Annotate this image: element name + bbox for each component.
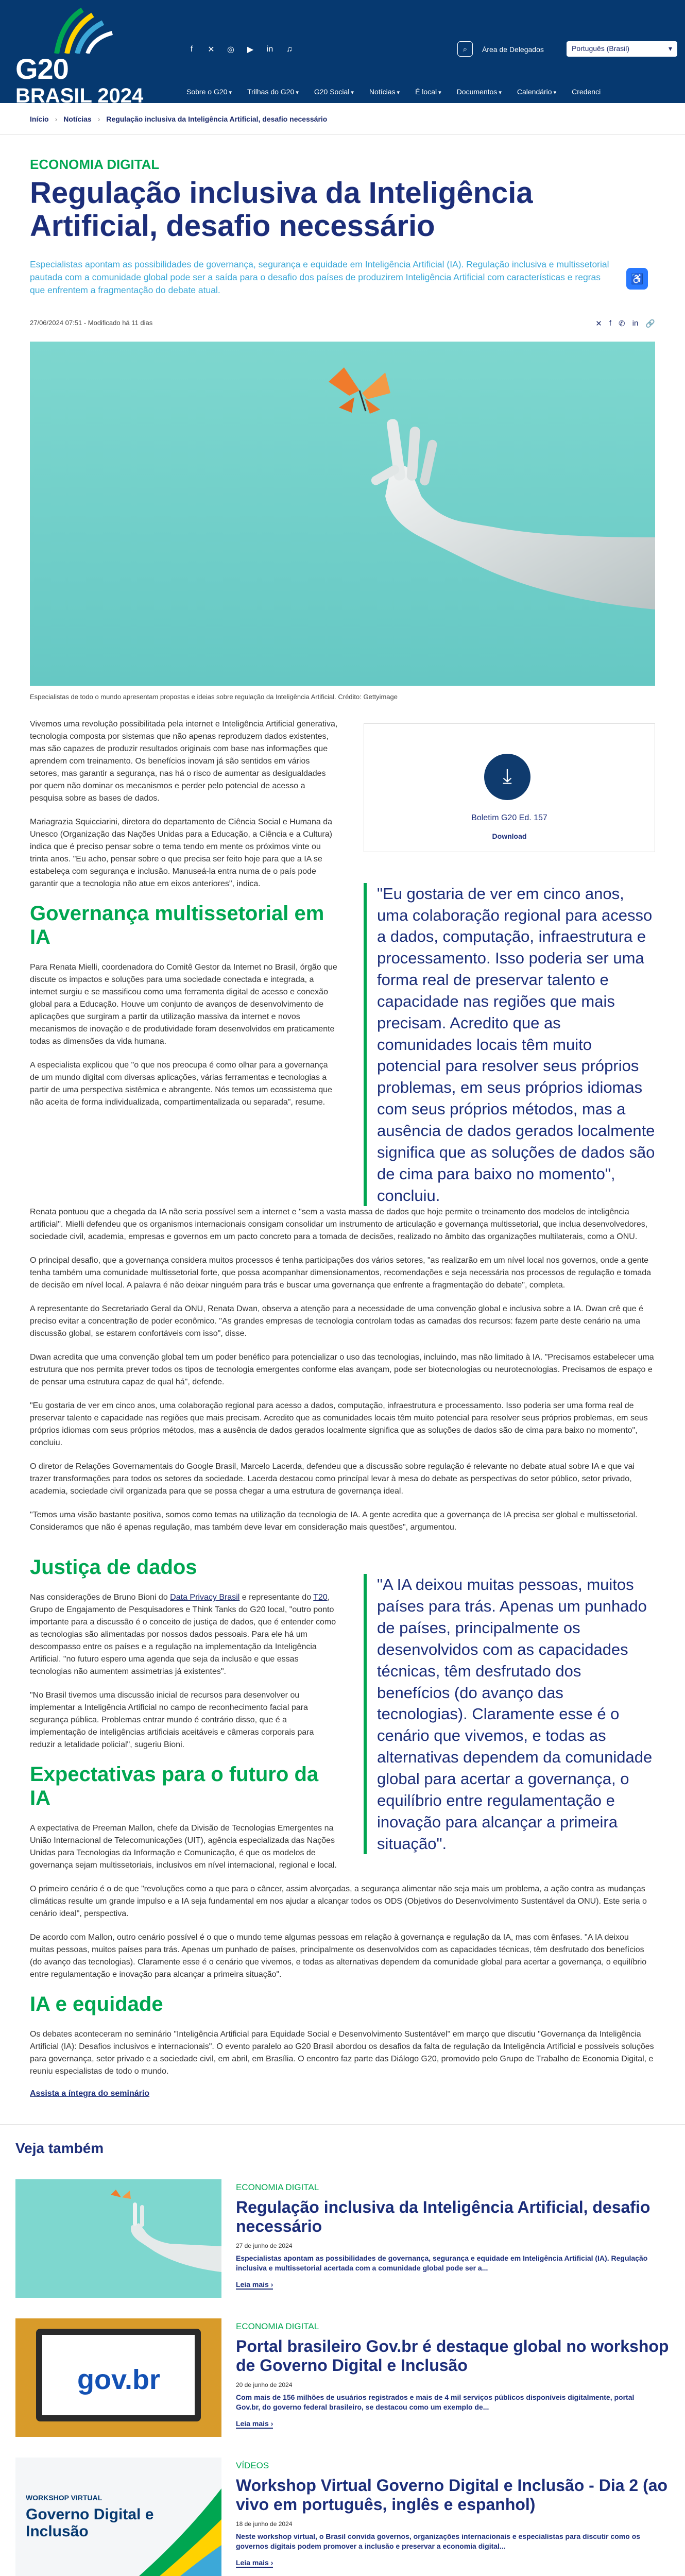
nav-noticias[interactable]: Notícias ▾	[369, 88, 400, 96]
article-mid-columns	[30, 1545, 655, 1883]
document-title: Boletim G20 Ed. 157	[471, 813, 547, 822]
thumbnail-workshop-day2[interactable]	[15, 2458, 221, 2576]
text-span: e representante do	[239, 1593, 314, 1602]
related-list	[15, 2179, 670, 2576]
card-category[interactable]: VÍDEOS	[236, 2461, 269, 2471]
list-item[interactable]	[15, 2179, 670, 2298]
paragraph: Vivemos uma revolução possibilitada pela internet e Inteligência Artificial generativa, tecnologia composta por sistemas que não apenas reproduzem dados existentes, mas são capazes de produzir resultados originais com base nas informações que aprendem com treinamento. Os benefícios inovam já são sentidos em vários setores, mas garantir a segurança, nas há o risco de aumentar as desigualdades por quem não dominar os mecanismos e perder pelo potencial de acesso a pesquisa sobre as bases de dados.	[30, 719, 338, 803]
breadcrumb	[0, 103, 685, 135]
paragraph: Dwan acredita que uma convenção global tem um poder benéfico para potencializar o uso das tecnologias, incluindo, mas não limitado à IA. "Precisamos estabelecer uma estrutura que nos permita prever todos os tipos de tecnologia emergentes conforme elas avançam, pode ser biotecnologias ou neurotecnologias. Precisamos de espaço e de pensar uma estrutura capaz de qual há", defende.	[30, 1353, 654, 1387]
list-item[interactable]	[15, 2458, 670, 2576]
paragraph: A especialista explicou que "o que nos preocupa é como olhar para a governança de um mundo digital com diversas aplicações, várias ferramentas e tecnologias a partir de uma perspectiva sistêmica e abrangente. Nós temos um ecossistema que não aceita de forma individualizada, compartimentalizada ou separada", resume.	[30, 1060, 332, 1107]
card-category[interactable]: ECONOMIA DIGITAL	[236, 2321, 319, 2332]
read-more-link[interactable]: Leia mais ›	[236, 2419, 273, 2429]
card-description: Especialistas apontam as possibilidades de governança, segurança e equidade em Inteligência Artificial (IA). Regulação inclusiva e multissetorial acertada com a comunidade global pode ser a...	[236, 2253, 648, 2272]
social-links	[186, 44, 295, 55]
section-heading-justica: Justiça de dados	[30, 1556, 197, 1579]
spotify-icon[interactable]: ♫	[286, 45, 293, 54]
nav-sobre[interactable]: Sobre o G20 ▾	[186, 88, 232, 96]
robot-hand-butterfly-illustration	[30, 342, 655, 686]
card-date: 20 de junho de 2024	[236, 2381, 293, 2388]
robot-hand-thumbnail-icon	[15, 2179, 221, 2298]
language-select[interactable]	[567, 41, 677, 57]
paragraph: "No Brasil tivemos uma discussão inicial de recursos para desenvolver ou implementar a Inteligência Artificial no campo de reconhecimento facial para segurança pública. Problemas entrar mundo é contrário disso, que é a implementação de inteligências artificiais aceitáveis e câmeras corporais para reduzir a letalidade policial", sugeriu Bioni.	[30, 1691, 314, 1750]
paragraph: A expectativa de Preeman Mallon, chefe da Divisão de Tecnologias Emergentes na União Internacional de Telecomunicações (UIT), agência especializada das Nações Unidas para Tecnologias da Informação e Comunicação, é que os modelos de governança sejam multissetoriais, inclusivos em nível internacional, regional e local.	[30, 1824, 337, 1870]
nav-credenciamento[interactable]: Credenci	[572, 88, 601, 96]
x-icon[interactable]: ✕	[208, 45, 215, 54]
nav-trilhas[interactable]: Trilhas do G20 ▾	[247, 88, 299, 96]
image-caption: Especialistas de todo o mundo apresentam propostas e ideias sobre regulação da Inteligência Artificial. Crédito: Gettyimage	[30, 692, 398, 701]
facebook-icon[interactable]: f	[609, 318, 612, 328]
instagram-icon[interactable]: ◎	[227, 45, 234, 54]
accessibility-icon[interactable]: ♿	[626, 268, 648, 290]
nav-g20-social[interactable]: G20 Social ▾	[314, 88, 354, 96]
whatsapp-icon[interactable]: ✆	[619, 319, 625, 328]
paragraph: Os debates aconteceram no seminário "Inteligência Artificial para Equidade Social e Desenvolvimento Sustentável" em março que discutiu "Governança da Inteligência Artificial (IA): Desafios inclusivos e internacionais". O evento paralelo ao G20 Brasil abordou os desafios da falta de regulação da Inteligência Artificial e possíveis soluções para governança, setor privado e a sociedade civil, em abril, em Brasília. O encontro faz parte das Diálogo G20, promovido pelo Grupo de Trabalho de Economia Digital, e reuniu especialistas de todo o mundo.	[30, 2030, 654, 2076]
card-description: Com mais de 156 milhões de usuários registrados e mais de 4 mil serviços públicos disponíveis digitalmente, portal Gov.br, do governo federal brasileiro, se destacou como um exemplo de...	[236, 2393, 635, 2411]
article-body-end	[30, 1883, 655, 2098]
paragraph: "Eu gostaria de ver em cinco anos, uma colaboração regional para acesso a dados, computação, infraestrutura e processamento. Isso poderia ser uma forma real de preservar talento e capacidade nas regiões que mais precisam. Acredito que as comunidades locais têm muito potencial para resolver seus próprios problemas, em seus próprios idiomas com seus próprios métodos, mas a ausência de dados gerados localmente significa que as soluções de dados são de cima para baixo no momento", concluiu.	[30, 1401, 648, 1448]
list-item[interactable]	[15, 2318, 670, 2437]
logo-g20-text: G20	[15, 53, 68, 85]
article-category[interactable]: ECONOMIA DIGITAL	[30, 157, 160, 172]
article-meta	[30, 319, 655, 328]
pull-quote: "A IA deixou muitas pessoas, muitos países para trás. Apenas um punhado de países, principalmente os desenvolvidos com as capacidades técnicas, têm desfrutado dos benefícios (do avanço das tecnologias). Claramente esse é o cenário que vivemos, e todas as alternativas dependem da comunidade global para acertar a governança, o equilíbrio entre regulamentação e inovação para alcançar a primeira situação".	[364, 1574, 655, 1854]
section-heading-expectativas: Expectativas para o futuro da IA	[30, 1763, 319, 1810]
paragraph: A representante do Secretariado Geral da ONU, Renata Dwan, observa a atenção para a necessidade de uma convenção global e inclusiva sobre a IA. Dwan crê que é preciso evitar a concentração de poder econômico. "As grandes empresas de tecnologia controlam todas as camadas dos recursos: fazem parte deste cenário na uma discussão global, se estarem confortáveis com isso", disse.	[30, 1304, 643, 1338]
paragraph: O principal desafio, que a governança considera muitos processos é tenha participações dos vários setores, "as realizarão em um nível local nos governos, onde a gente tenha também uma comunidade multissetorial forte, que possa acompanhar dimensionamentos, recomendações e seja necessária nos processos de regulação e tomada de decisão em nível local. A palavra é não deixar ninguém para trás e buscar uma governança que enfrente a fragmentação do debate", completa.	[30, 1256, 652, 1290]
chevron-down-icon: ▾	[668, 44, 672, 53]
watch-seminar-link[interactable]: Assista a íntegra do seminário	[30, 2089, 150, 2098]
logo-brasil-text: BRASIL 2024	[15, 84, 144, 107]
section-heading-equidade: IA e equidade	[30, 1993, 163, 2016]
language-value: Português (Brasil)	[572, 44, 630, 53]
search-button[interactable]	[457, 41, 473, 57]
thumbnail-govbr[interactable]	[15, 2318, 221, 2437]
youtube-icon[interactable]: ▶	[247, 45, 254, 54]
paragraph	[30, 1591, 339, 1678]
text-span: Nas considerações de Bruno Bioni do	[30, 1593, 170, 1602]
paragraph: O primeiro cenário é o de que "revoluções como a que para o câncer, assim alvorçadas, a segurança alimentar não seja mais um problema, a ação contra as mudanças climáticas resulte um grande impulso e a IA seja fundamental em nos ajudar a alcançar todos os ODS (Objetivos do Desenvolvimento Sustentável da ONU). Este seria o cenário ideal", perspectiva.	[30, 1885, 647, 1919]
g20-rays-icon	[52, 7, 113, 54]
related-heading: Veja também	[15, 2140, 104, 2157]
card-date: 18 de junho de 2024	[236, 2520, 293, 2528]
nav-documentos[interactable]: Documentos ▾	[457, 88, 502, 96]
related-section	[0, 2124, 685, 2576]
chevron-right-icon: ›	[97, 114, 100, 123]
thumbnail-robot-hand[interactable]	[15, 2179, 221, 2298]
paragraph: Para Renata Mielli, coordenadora do Comitê Gestor da Internet no Brasil, órgão que discute os impactos e soluções para uma sociedade conectada e integrada, a internet surgiu e se massificou como uma ferramenta digital de acesso e conexão global para a Educação. Houve um conjunto de avanços de desenvolvimento de aplicações que surgiram a partir da utilização massiva da internet e novos mecanismos de inovação e de produtividade foram desenvolvidos em praticamente todas as dimensões da vida humana.	[30, 962, 337, 1046]
nav-e-local[interactable]: É local ▾	[415, 88, 441, 96]
article-top-columns	[30, 718, 655, 1207]
workshop-thumbnail-label: WORKSHOP VIRTUAL	[26, 2494, 102, 2502]
paragraph: Mariagrazia Squicciarini, diretora do departamento de Ciência Social e Humana da Unesco (Organização das Nações Unidas para a Educação, a Ciência e a Cultura) indica que é preciso pensar sobre o tema tendo em mente os próximos vinte ou trinta anos. "Eu acho, pensar sobre o que precisa ser feito hoje para que a IA se estabeleça com segurança e inclusão. Manuseá-la entra numa de o país pode garantir que a tecnologia não atue em eixos anteriores", indica.	[30, 817, 332, 888]
linkedin-icon[interactable]: in	[632, 318, 639, 328]
page-title: Regulação inclusiva da Inteligência Artificial, desafio necessário	[30, 176, 533, 243]
nav-calendario[interactable]: Calendário ▾	[517, 88, 556, 96]
breadcrumb-home[interactable]: Início	[30, 114, 49, 123]
search-icon: ⌕	[463, 44, 468, 54]
download-button[interactable]: Download	[492, 832, 527, 840]
article-lead: Especialistas apontam as possibilidades de governança, segurança e equidade em Inteligência Artificial (IA). Regulação inclusiva e multissetorial pautada com a comunidade global pode ser a saída para o desafio dos países de produzirem Inteligência Artificial com características e regras que enfrentem a fragmentação do debate atual.	[30, 259, 609, 296]
card-date: 27 de junho de 2024	[236, 2242, 293, 2249]
workshop-thumbnail-title: Governo Digital e Inclusão	[26, 2506, 154, 2540]
data-privacy-link[interactable]: Data Privacy Brasil	[170, 1593, 240, 1602]
govbr-thumbnail-text: gov.br	[77, 2364, 160, 2396]
facebook-icon[interactable]: f	[190, 45, 193, 54]
text-span: , Grupo de Engajamento de Pesquisadores e Think Tanks do G20 local, "outro ponto importante para a discussão é o conceito de justiça de dados, que é entender como as tecnologias são alimentadas por nossos dados pessoais. Para ele há um descompasso entre os países e a regulação na implementação da Inteligência Artificial. "no futuro espero uma agenda que seja da inclusão e que essas tecnologias não aumentem assimetrias já existentes".	[30, 1593, 336, 1676]
share-bar	[595, 319, 655, 328]
hero-image	[30, 342, 655, 686]
paragraph: "Temos uma visão bastante positiva, somos como temas na utilização da tecnologia de IA. A gente acredita que a governança de IA precisa ser global e multissetorial. Consideramos que não é apenas regulação, mas também deve levar em consideração mais questões", argumentou.	[30, 1511, 638, 1532]
g20-logo[interactable]	[15, 7, 165, 107]
article-date: 27/06/2024 07:51 - Modificado há 11 dias	[30, 318, 153, 327]
main-nav	[186, 88, 601, 96]
document-download-card[interactable]	[364, 723, 655, 852]
card-title[interactable]: Regulação inclusiva da Inteligência Artificial, desafio necessário	[236, 2198, 650, 2236]
breadcrumb-current: Regulação inclusiva da Inteligência Artificial, desafio necessário	[106, 114, 328, 123]
card-description: Neste workshop virtual, o Brasil convida governos, organizações internacionais e especialistas para discutir como os governos digitais podem promover a inclusão e preservar a economia digital...	[236, 2532, 641, 2550]
read-more-link[interactable]: Leia mais ›	[236, 2280, 273, 2290]
pull-quote: "Eu gostaria de ver em cinco anos, uma colaboração regional para acesso a dados, computação, infraestrutura e processamento. Isso poderia ser uma forma real de preservar talento e capacidade nas regiões que mais precisam. Acredito que as comunidades locais têm muito potencial para resolver seus próprios problemas, em seus próprios idiomas com seus próprios métodos, mas a ausência de dados gerados localmente significa que as soluções de dados são de cima para baixo no momento", concluiu.	[364, 883, 655, 1207]
read-more-link[interactable]: Leia mais ›	[236, 2558, 273, 2568]
paragraph: Renata pontuou que a chegada da IA não seria possível sem a internet e "sem a vasta massa de dados que hoje permite o treinamento dos modelos de inteligência artificial". Mielli defendeu que os organismos internacionais consigam consolidar um instrumento de articulação e governança multissetorial, que inclua desenvolvedores, sociedade civil, academia, empresas e governos em um pacto concreto para a tomada de decisões, realizado no âmbito das organizações multilaterais, como a ONU.	[30, 1208, 648, 1242]
section-heading-governanca: Governança multissetorial em IA	[30, 902, 324, 948]
site-header	[0, 0, 685, 107]
breadcrumb-news[interactable]: Notícias	[63, 114, 92, 123]
card-title[interactable]: Portal brasileiro Gov.br é destaque global no workshop de Governo Digital e Inclusão	[236, 2337, 669, 2375]
download-icon: ⤓	[484, 754, 530, 800]
x-icon[interactable]: ✕	[595, 319, 602, 328]
article	[0, 157, 685, 2098]
link-icon[interactable]: 🔗	[645, 319, 655, 328]
card-title[interactable]: Workshop Virtual Governo Digital e Inclusão - Dia 2 (ao vivo em português, inglês e espanhol)	[236, 2476, 668, 2514]
linkedin-icon[interactable]: in	[266, 45, 273, 54]
paragraph: De acordo com Mallon, outro cenário possível é o que o mundo teme algumas pessoas em relação à governança e regulação da IA, mas com ênfases. "A IA deixou muitas pessoas, muitos países para trás. Apenas um punhado de países, principalmente os desenvolvidos com as capacidades técnicas, têm desfrutado dos benefícios (do avanço das tecnologias). Claramente esse é o cenário que vivemos, e todas as alternativas dependem da comunidade global para acertar a governança, o equilíbrio entre regulamentação e inovação para alcançar a primeira situação".	[30, 1933, 647, 1979]
card-category[interactable]: ECONOMIA DIGITAL	[236, 2182, 319, 2193]
paragraph: O diretor de Relações Governamentais do Google Brasil, Marcelo Lacerda, defendeu que a discussão sobre regulação é relevante no debate atual sobre IA e que vai trazer transformações para todos os setores da sociedade. Lacerda destacou como princípal levar à mesa do debate as perspectivas do setor público, setor privado, academia, sociedade civil organizada para que se possa chegar a uma estrutura de governança ideal.	[30, 1462, 635, 1496]
t20-link[interactable]: T20	[313, 1593, 328, 1602]
delegates-link[interactable]: Área de Delegados	[482, 45, 544, 54]
chevron-right-icon: ›	[55, 114, 58, 123]
article-body	[30, 1206, 655, 1534]
